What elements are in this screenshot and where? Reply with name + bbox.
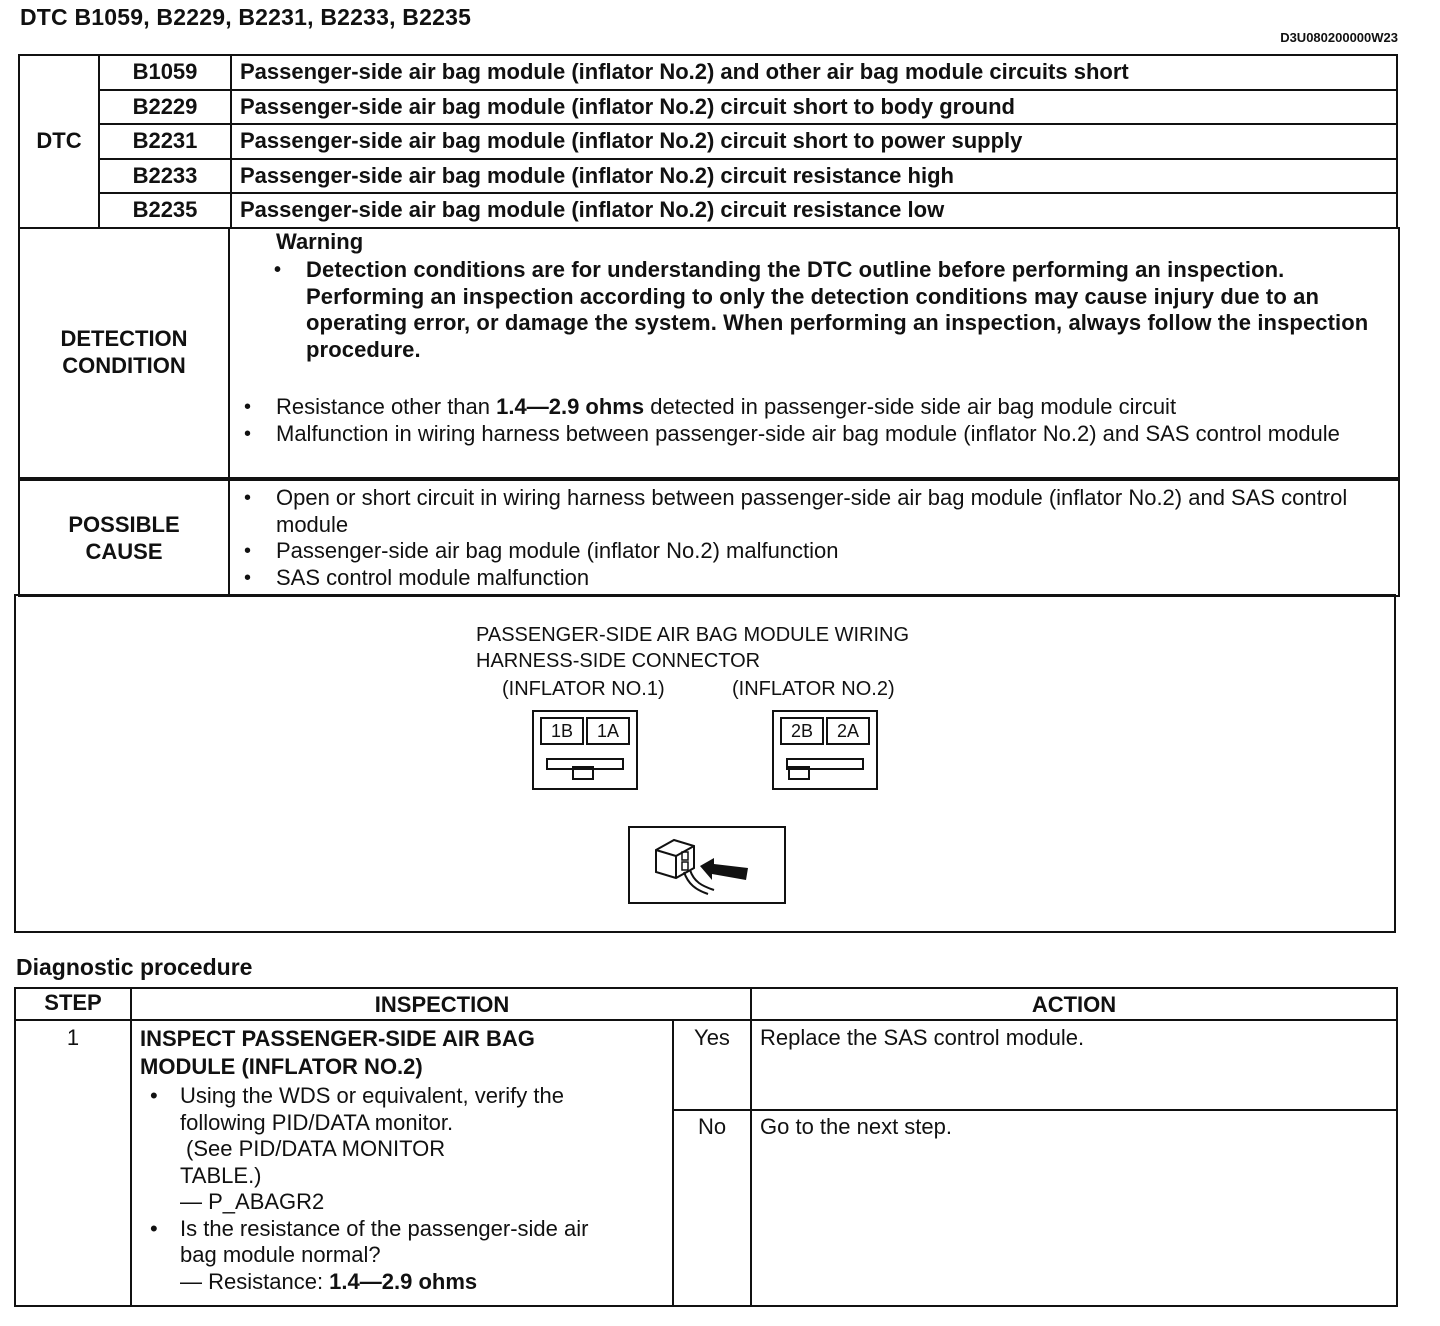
bullet-line: Using the WDS or equivalent, verify the (180, 1083, 564, 1108)
dtc-code: B2235 (99, 193, 231, 228)
list-item: • SAS control module malfunction (230, 565, 1390, 592)
label-line: DETECTION (60, 326, 188, 351)
no-label: No (697, 1114, 727, 1139)
divider (672, 1019, 674, 1305)
harness-side-view-icon (628, 826, 786, 904)
dtc-description: Passenger-side air bag module (inflator No.2) circuit short to power supply (231, 124, 1397, 159)
dtc-row (19, 90, 1397, 125)
possible-cause-list (230, 485, 1390, 591)
pin-2a: 2A (826, 717, 870, 745)
document-id: D3U080200000W23 (1280, 30, 1398, 45)
label-line: CONDITION (62, 353, 186, 378)
resistance-value: 1.4—2.9 ohms (496, 394, 645, 419)
inspection-heading: MODULE (INFLATOR NO.2) (140, 1054, 423, 1079)
connector-inflator-1 (532, 710, 638, 794)
detection-condition-label (20, 227, 230, 477)
inspection-heading: INSPECT PASSENGER-SIDE AIR BAG (140, 1026, 535, 1051)
dtc-row (19, 159, 1397, 194)
bullet-line: — P_ABAGR2 (180, 1189, 325, 1214)
inspection-content (140, 1025, 670, 1295)
label-line: CAUSE (85, 539, 163, 564)
warning-block (276, 229, 1386, 363)
label-line: POSSIBLE (68, 512, 180, 537)
dtc-table (18, 54, 1398, 229)
connector-figure (14, 594, 1396, 933)
detection-condition-section (18, 227, 1400, 479)
inflator-1-label: (INFLATOR NO.1) (502, 678, 665, 700)
page-title: DTC B1059, B2229, B2231, B2233, B2235 (20, 4, 472, 30)
dtc-row (19, 193, 1397, 228)
bullet-line: TABLE.) (180, 1162, 262, 1188)
dtc-code: B2233 (99, 159, 231, 194)
col-inspection-header: INSPECTION (374, 992, 510, 1017)
dtc-code: B1059 (99, 55, 231, 90)
warning-heading: Warning (276, 229, 364, 254)
dtc-row (19, 55, 1397, 90)
inflator-2-label: (INFLATOR NO.2) (732, 678, 895, 700)
caption-line: HARNESS-SIDE CONNECTOR (476, 650, 761, 672)
inspection-bullet: • Using the WDS or equivalent, verify the following PID/DATA monitor. (See PID/DATA MONITOR TABLE.) — P_ABAGR2 (140, 1083, 670, 1216)
pin-2b: 2B (780, 717, 824, 745)
resistance-value: 1.4—2.9 ohms (329, 1268, 478, 1294)
yes-action: Replace the SAS control module. (760, 1025, 1085, 1050)
dtc-description: Passenger-side air bag module (inflator No.2) circuit short to body ground (231, 90, 1397, 125)
bullet-line (180, 1269, 670, 1296)
caption-line: PASSENGER-SIDE AIR BAG MODULE WIRING (476, 624, 910, 646)
col-action-header: ACTION (1031, 992, 1117, 1017)
bullet-text: — Resistance: (180, 1268, 330, 1294)
inspection-bullet: • Is the resistance of the passenger-side air bag module normal? — Resistance: 1.4—2.9 ohms (140, 1216, 670, 1296)
pin-1b: 1B (540, 717, 584, 745)
dtc-description: Passenger-side air bag module (inflator No.2) and other air bag module circuits short (231, 55, 1397, 90)
possible-cause-label (20, 481, 230, 595)
bullet-line: following PID/DATA monitor. (180, 1109, 454, 1135)
divider (672, 1109, 1396, 1111)
bullet-line: (See PID/DATA MONITOR (186, 1136, 446, 1161)
item-text: Resistance other than (276, 394, 497, 419)
list-item (230, 394, 1380, 421)
figure-caption (476, 622, 909, 674)
dtc-row (19, 124, 1397, 159)
diagnostic-table (14, 987, 1398, 1307)
list-item: • Passenger-side air bag module (inflator No.2) malfunction (230, 538, 1390, 565)
yes-label: Yes (694, 1025, 730, 1050)
dtc-code: B2229 (99, 90, 231, 125)
diagnostic-procedure-title: Diagnostic procedure (16, 954, 253, 980)
dtc-code: B2231 (99, 124, 231, 159)
dtc-description: Passenger-side air bag module (inflator No.2) circuit resistance low (231, 193, 1397, 228)
col-step-header: STEP (44, 990, 102, 1015)
list-item: • Open or short circuit in wiring harness between passenger-side air bag module (inflator No.2) and SAS control module (230, 485, 1390, 538)
connector-inflator-2 (772, 710, 878, 794)
pin-1a: 1A (586, 717, 630, 745)
connector-key (788, 766, 810, 780)
list-item: • Malfunction in wiring harness between passenger-side air bag module (inflator No.2) and SAS control module (230, 421, 1380, 448)
divider (750, 989, 752, 1305)
connector-key (572, 766, 594, 780)
warning-text: • Detection conditions are for understanding the DTC outline before performing an inspection. Performing an inspection according to only the detection conditions may cause injury due to an operating error, or damage the system. When performing an inspection, always follow the inspection procedure. (260, 257, 1386, 363)
dtc-description: Passenger-side air bag module (inflator No.2) circuit resistance high (231, 159, 1397, 194)
no-action: Go to the next step. (760, 1114, 953, 1139)
bullet-line: Is the resistance of the passenger-side air (180, 1215, 589, 1241)
dtc-label: DTC (19, 55, 99, 228)
item-text: detected in passenger-side side air bag module circuit (644, 394, 1177, 419)
step-number: 1 (66, 1025, 80, 1050)
divider (130, 989, 132, 1305)
bullet-line: bag module normal? (180, 1242, 381, 1267)
possible-cause-section (18, 479, 1400, 597)
detection-list (230, 394, 1380, 447)
